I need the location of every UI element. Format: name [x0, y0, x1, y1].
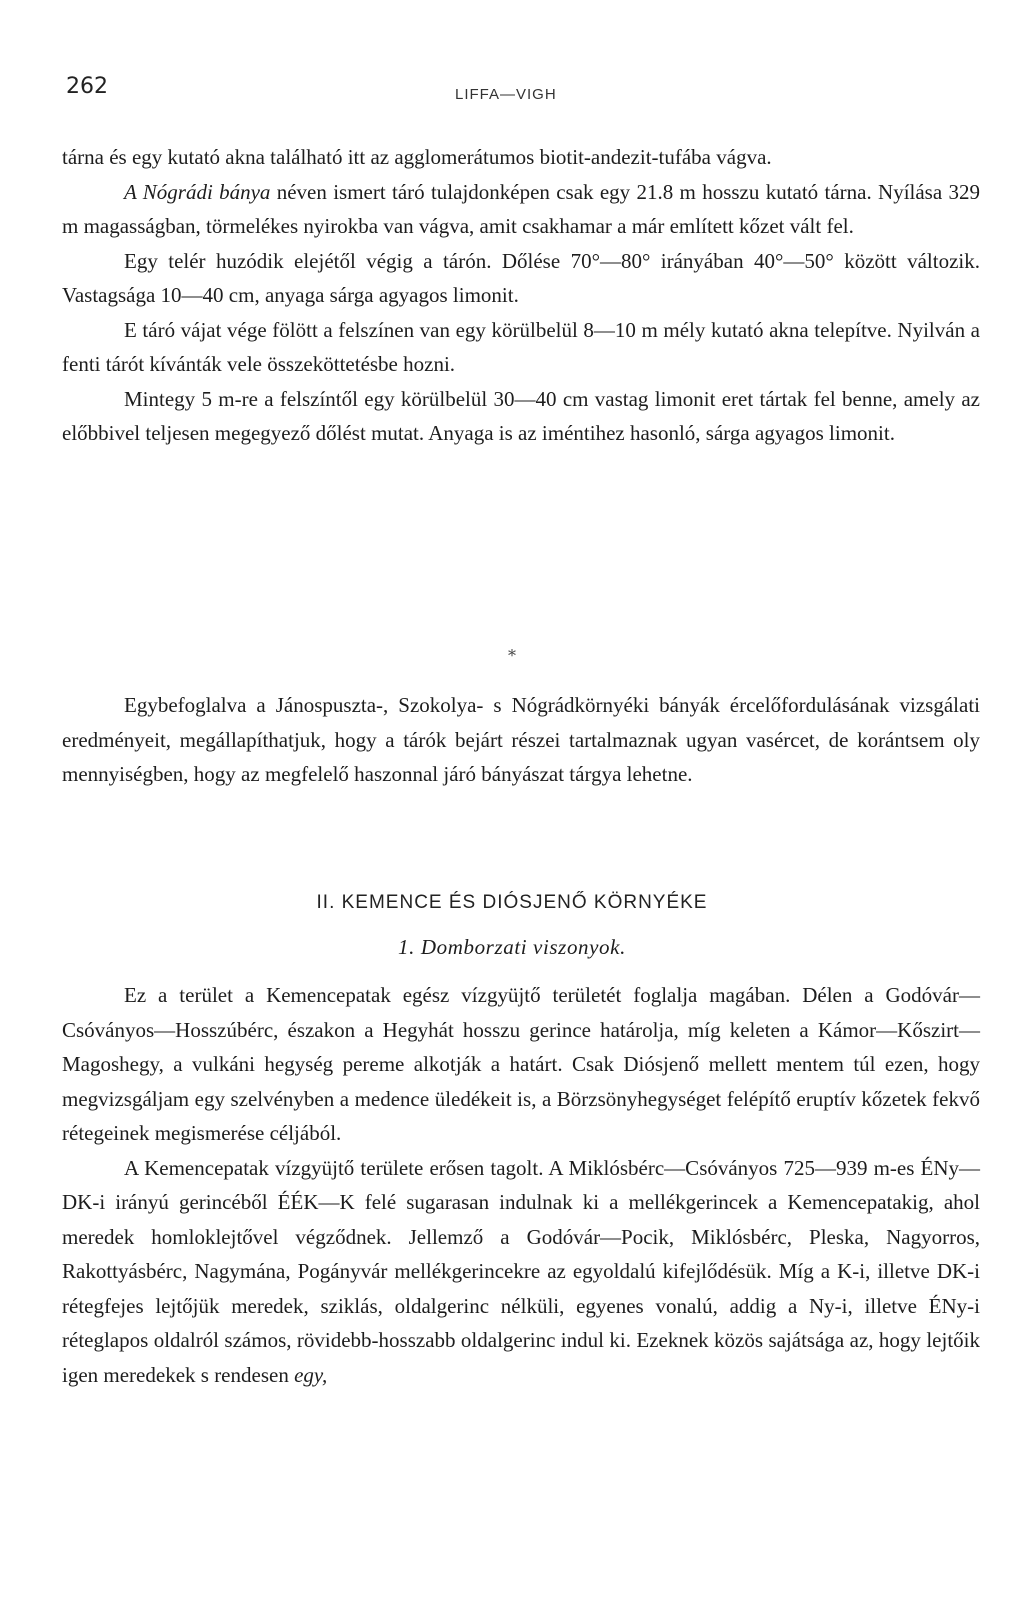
paragraph: A Kemencepatak vízgyüjtő területe erősen tagolt. A Miklósbérc—Csóványos 725—939 m-es ÉNy—DK-i irányú gerincéből ÉÉK—K felé sugarasan indulnak ki a mellékgerincek a Kemencepatakig, ahol meredek homloklejtővel végződnek. Jellemző a Godóvár—Pocik, Miklósbérc, Pleska, Nagyorros, Rakottyásbérc, Nagymána, Pogányvár mellékgerincekre az egyoldalú kifejlődésük. Míg a K-i, illetve DK-i rétegfejes lejtőjük meredek, sziklás, oldalgerinc nélküli, egyenes vonalú, addig a Ny-i, illetve ÉNy-i réteglapos oldalról számos, rövidebb-hosszabb oldalgerinc indul ki. Ezeknek közös sajátsága az, hogy lejtőik igen meredekek s rendesen egy,	[62, 1155, 980, 1387]
paragraph: A Nógrádi bánya néven ismert táró tulajdonképen csak egy 21.8 m hosszu kutató tárna. Nyílása 329 m magasságban, törmelékes nyirokba van vágva, amit csakhamar a már említett kőzet vált fel.	[62, 179, 980, 238]
italic-lead: A Nógrádi bánya	[124, 179, 271, 204]
paragraph: Mintegy 5 m-re a felszíntől egy körülbelül 30—40 cm vastag limonit eret tártak fel benne, amely az előbbivel teljesen megegyező dőlést mutat. Anyaga is az iméntihez hasonló, sárga agyagos limonit.	[62, 386, 980, 445]
paragraph: Egy telér huzódik elejétől végig a tárón. Dőlése 70°—80° irányában 40°—50° között változik. Vastagsága 10—40 cm, anyaga sárga agyagos limonit.	[62, 248, 980, 307]
text-block-top	[62, 140, 980, 451]
page-number: 262	[66, 74, 108, 99]
section-separator: *	[508, 646, 516, 665]
italic-tail: egy,	[288, 1362, 328, 1387]
paragraph: tárna és egy kutató akna található itt az agglomerátumos biotit-andezit-tufába vágva.	[62, 145, 772, 169]
paragraph: Egybefoglalva a Jánospuszta-, Szokolya- s Nógrádkörnyéki bányák ércelőfordulásának vizsgálati eredményeit, megállapíthatjuk, hogy a tárók bejárt részei tartalmaznak ugyan vasércet, de korántsem oly mennyiségben, hogy az megfelelő haszonnal járó bányászat tárgya lehetne.	[62, 693, 980, 786]
subsection-heading: 1. Domborzati viszonyok.	[398, 935, 626, 959]
running-head: LIFFA—VIGH	[455, 86, 557, 103]
paragraph: Ez a terület a Kemencepatak egész vízgyüjtő területét foglalja magában. Délen a Godóvár—Csóványos—Hosszúbérc, északon a Hegyhát hosszu gerince határolja, míg keleten a Kámor—Kőszirt—Magoshegy, a vulkáni hegység pereme alkotják a határt. Csak Diósjenő mellett mentem túl ezen, hogy megvizsgáljam egy szelvényben a medence üledékeit is, a Börzsönyhegységet felépítő eruptív kőzetek fekvő rétegeinek megismerése céljából.	[62, 983, 980, 1145]
text-block-bottom	[62, 978, 980, 1392]
paragraph: E táró vájat vége fölött a felszínen van egy körülbelül 8—10 m mély kutató akna telepítve. Nyilván a fenti tárót kívánták vele összeköttetésbe hozni.	[62, 317, 980, 376]
text-block-summary	[62, 688, 980, 792]
section-heading: II. KEMENCE ÉS DIÓSJENŐ KÖRNYÉKE	[316, 892, 708, 913]
